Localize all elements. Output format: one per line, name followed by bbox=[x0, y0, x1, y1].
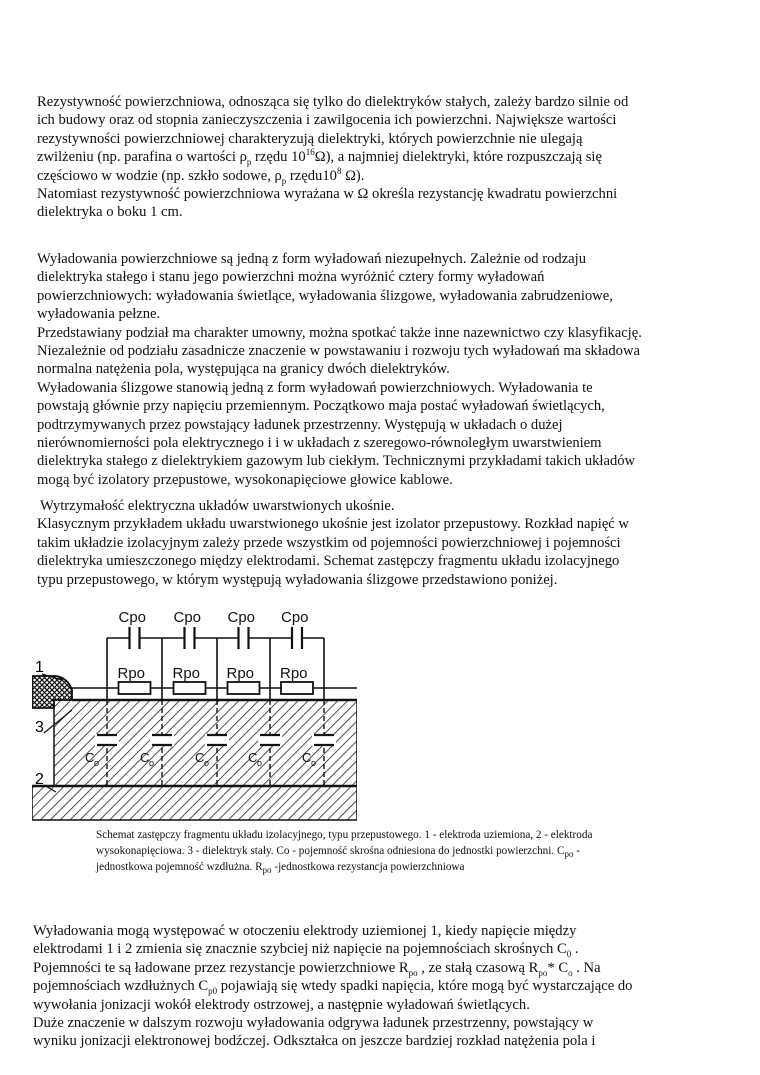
text-line: Natomiast rezystywność powierzchniowa wyrażana w Ω określa rezystancję kwadratu powierzchni bbox=[37, 186, 618, 203]
text-line: Rezystywność powierzchniowa, odnosząca się tylko do dielektryków stałych, zależy bardzo silnie od bbox=[37, 94, 629, 110]
rpo-label: Rpo bbox=[117, 665, 146, 682]
text-line: ich budowy oraz od stopnia zanieczyszczenia i zawilgocenia ich powierzchni. Największe wartości bbox=[37, 112, 617, 129]
text-line: podtrzymywanych przez powstający ładunek przestrzenny. Występują w układach o dużej bbox=[37, 416, 563, 433]
rpo-resistor bbox=[281, 682, 313, 694]
co-label: C bbox=[302, 750, 312, 765]
text-line: wyładowania pełzne. bbox=[37, 306, 161, 323]
text-line: Duże znaczenie w dalszym rozwoju wyładowania odgrywa ładunek przestrzenny, powstający w bbox=[33, 1015, 594, 1032]
label-2: 2 bbox=[35, 771, 44, 788]
text-line: Wyładowania ślizgowe stanowią jedną z form wyładowań powierzchniowych. Wyładowania te bbox=[37, 379, 593, 396]
co-label-sub: o bbox=[149, 758, 155, 768]
text-line: wyniku jonizacji elektronowej bodźczej. Odkształca on jeszcze bardziej rozkład natężenia pola i bbox=[33, 1033, 596, 1050]
caption-line: Schemat zastępczy fragmentu układu izolacyjnego, typu przepustowego. 1 - elektroda uziemiona, 2 - elektroda bbox=[96, 829, 593, 841]
cpo-label: Cpo bbox=[281, 609, 309, 626]
text-line: powierzchniowych: wyładowania świetlące, wyładowania ślizgowe, wyładowania zabrudzeniowe, bbox=[37, 287, 613, 304]
text-line: rezystywności powierzchniowej charakteryzują dielektryki, których powierzchnie nie ulegają bbox=[37, 130, 583, 147]
paragraph-surface-discharges bbox=[37, 250, 642, 489]
co-label-sub: o bbox=[204, 758, 210, 768]
rpo-label: Rpo bbox=[280, 665, 308, 682]
cpo-label: Cpo bbox=[227, 609, 256, 626]
rpo-resistor bbox=[119, 682, 151, 694]
text-line: pojemnościach wzdłużnych $C_{p0}$ pojawiają się wtedy spadki napięcia, które mogą być wystarczające do bbox=[33, 978, 633, 997]
text-line: Przedstawiany podział ma charakter umowny, można spotkać także inne nazewnictwo czy klasyfikację. bbox=[37, 324, 642, 341]
co-label: C bbox=[195, 750, 205, 765]
text-line: Wyładowania mogą występować w otoczeniu elektrody uziemionej 1, kiedy napięcie między bbox=[33, 923, 577, 939]
co-label-sub: o bbox=[94, 758, 100, 768]
text-line: Klasycznym przykładem układu uwarstwionego ukośnie jest izolator przepustowy. Rozkład napięć w bbox=[37, 516, 629, 533]
section-heading: Wytrzymałość elektryczna układów uwarstwionych ukośnie. bbox=[40, 498, 395, 514]
text-line: zwilżeniu (np. parafina o wartości $\rho_p$ rzędu $10^{16}\Omega$), a najmniej dielektryki, które rozpuszczają się bbox=[37, 147, 602, 168]
text-line: normalna natężenia pola, występująca na granicy dwóch dielektryków. bbox=[37, 361, 450, 378]
label-3: 3 bbox=[35, 719, 44, 736]
text-line: Niezależnie od podziału zasadnicze znaczenie w powstawaniu i rozwoju tych wyładowań ma składowa bbox=[37, 343, 640, 360]
label-1: 1 bbox=[35, 659, 44, 676]
figure-caption bbox=[96, 827, 696, 875]
text-line: Pojemności te są ładowane przez rezystancje powierzchniowe $R_{po}$ , ze stałą czasową $R_{po}*$ $C_o$ . Na bbox=[33, 959, 601, 978]
text-line: elektrodami 1 i 2 zmienia się znacznie szybciej niż napięcie na pojemnościach skrośnych $C_0$ . bbox=[33, 941, 579, 960]
rpo-resistor bbox=[174, 682, 206, 694]
paragraph-surface-resistivity bbox=[37, 93, 628, 222]
co-label-sub: o bbox=[311, 758, 317, 768]
text-line: dielektryka o boku 1 cm. bbox=[37, 204, 183, 221]
cpo-label: Cpo bbox=[118, 609, 147, 626]
text-line: dielektryka stałego i stanu jego powierzchni można wyróżnić cztery formy wyładowań bbox=[37, 269, 545, 286]
caption-line: wysokonapięciowa. 3 - dielektryk stały. Co - pojemność skrośna odniesiona do jednostki powierzchni. $C_{po}$ - bbox=[96, 845, 580, 860]
rpo-resistor bbox=[228, 682, 260, 694]
text-line: mogą być izolatory przepustowe, wysokonapięciowe głowice kablowe. bbox=[37, 471, 453, 488]
electrode-2 bbox=[32, 786, 357, 820]
caption-line: jednostkowa pojemność wzdłużna. $R_{po}$ -jednostkowa rezystancja powierzchniowa bbox=[96, 861, 465, 876]
text-line: Wyładowania powierzchniowe są jedną z form wyładowań niezupełnych. Zależnie od rodzaju bbox=[37, 251, 587, 267]
rpo-label: Rpo bbox=[172, 665, 201, 682]
co-label-sub: o bbox=[257, 758, 263, 768]
text-line: powstają głównie przy napięciu przemiennym. Początkowo maja postać wyładowań świetlących, bbox=[37, 398, 605, 415]
text-line: takim układzie izolacyjnym zależy przede wszystkim od pojemności powierzchniowej i pojemności bbox=[37, 534, 621, 551]
rpo-label: Rpo bbox=[226, 665, 255, 682]
paragraph-oblique-layered bbox=[37, 497, 629, 589]
cpo-label: Cpo bbox=[173, 609, 202, 626]
text-line: częściowo w wodzie (np. szkło sodowe, $\rho_p$ $rzędu10^8$ Ω). bbox=[37, 165, 365, 186]
co-label: C bbox=[85, 750, 95, 765]
co-label: C bbox=[140, 750, 150, 765]
co-label: C bbox=[248, 750, 258, 765]
equivalent-circuit-diagram bbox=[32, 600, 357, 822]
paragraph-discharge-mechanism bbox=[33, 922, 632, 1051]
text-line: dielektryka umieszczonego między elektrodami. Schemat zastępczy fragmentu układu izolacyjnego bbox=[37, 553, 620, 570]
text-line: dielektryka stałego z dielektrykiem gazowym lub ciekłym. Technicznymi przykładami takich układów bbox=[37, 453, 636, 470]
text-line: wywołania jonizacji wokół elektrody ostrzowej, a następnie wyładowań świetlących. bbox=[33, 996, 530, 1013]
text-line: nierównomierności pola elektrycznego i i w układach z szeregowo-równoległym uwarstwieniem bbox=[37, 435, 602, 452]
text-line: typu przepustowego, w którym występują wyładowania ślizgowe przedstawiono poniżej. bbox=[37, 571, 558, 588]
